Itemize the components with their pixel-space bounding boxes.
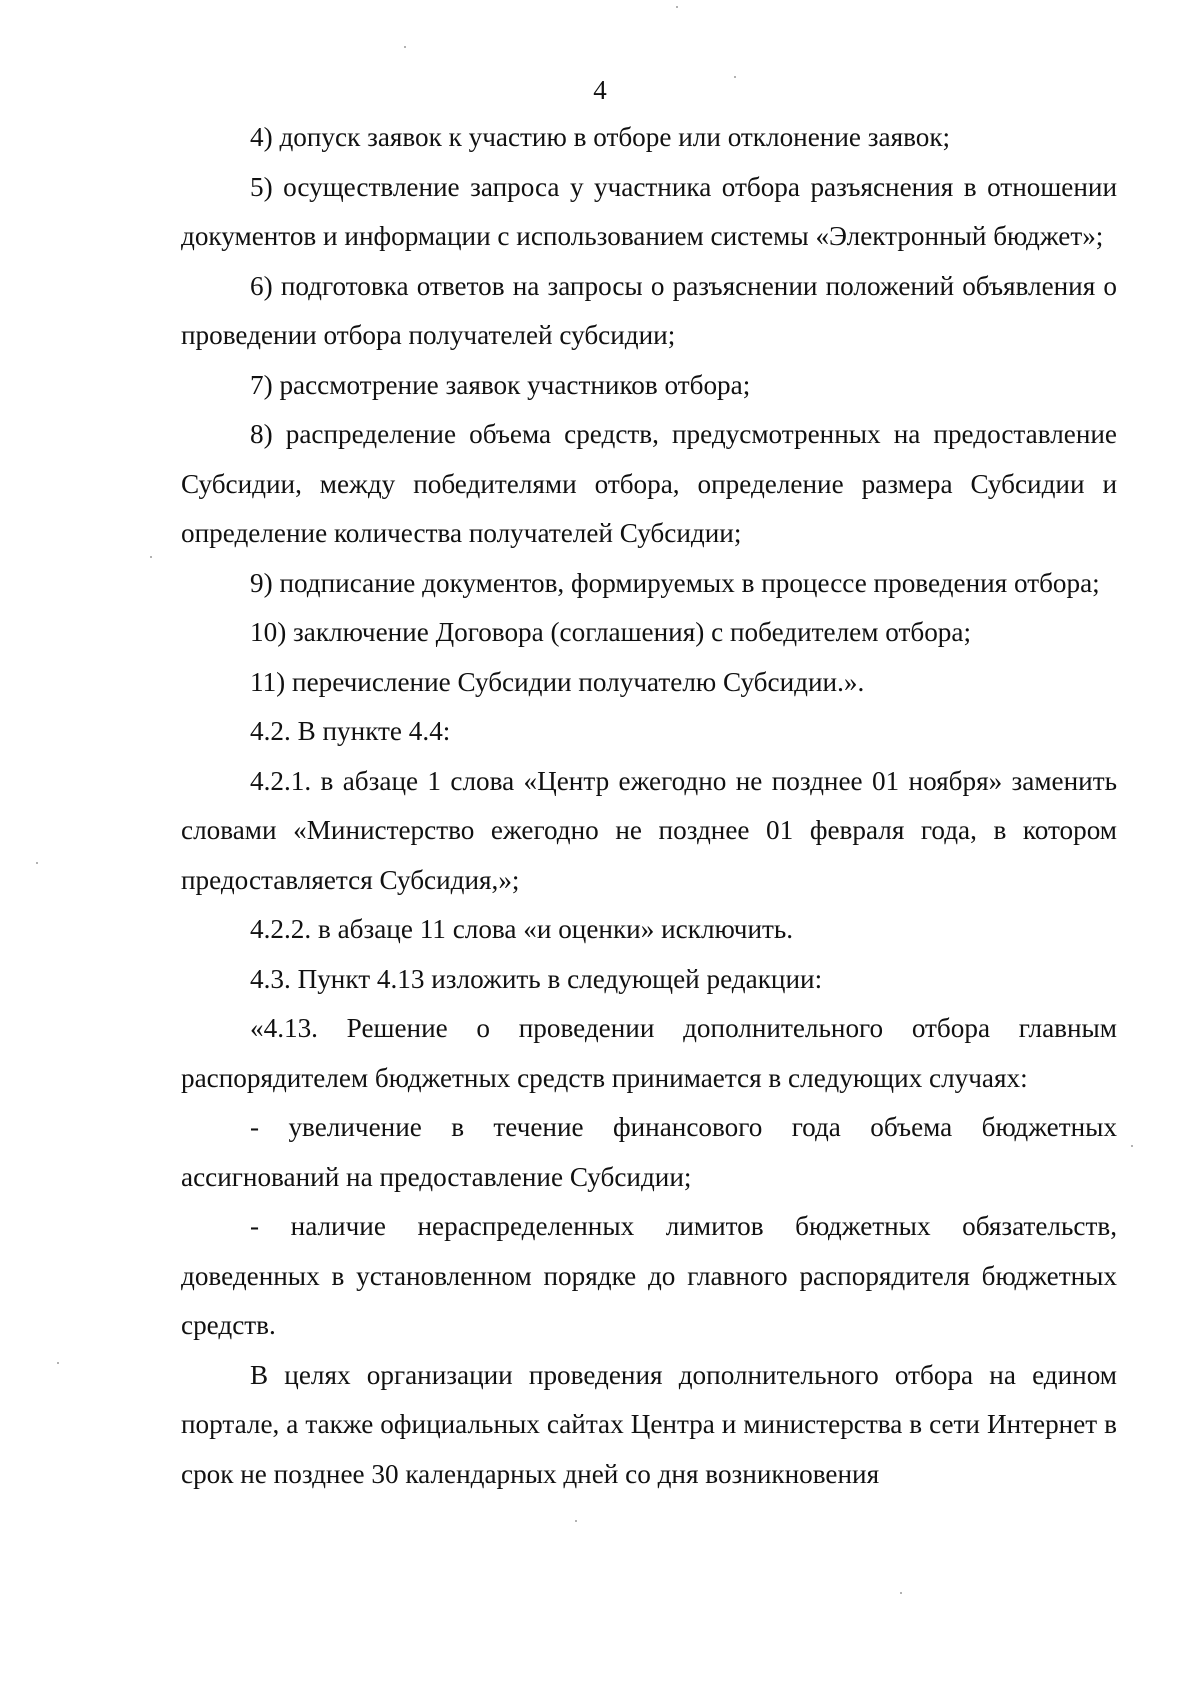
case-bullet-2: - наличие нераспределенных лимитов бюджетных обязательств, доведенных в установленном порядке до главного распорядителя бюджетных средств. [181,1211,1117,1340]
scan-speck [900,1592,902,1594]
scan-speck [150,556,152,558]
paragraph-item-7: 7) рассмотрение заявок участников отбора; [250,369,751,400]
scan-speck [404,46,406,48]
paragraph-item-4: 4) допуск заявок к участию в отборе или отклонение заявок; [250,122,951,152]
scan-speck [734,76,736,78]
closing-paragraph: В целях организации проведения дополнительного отбора на едином портале, а также официальных сайтах Центра и министерства в сети Интернет в срок не позднее 30 календарных дней со дня возникновения [181,1359,1117,1489]
paragraph-item-9: 9) подписание документов, формируемых в процессе проведения отбора; [250,567,1100,598]
section-4-2-heading: 4.2. В пункте 4.4: [250,716,451,746]
scan-speck [575,1520,577,1522]
section-4-2-1: 4.2.1. в абзаце 1 слова «Центр ежегодно не позднее 01 ноября» заменить словами «Министерство ежегодно не позднее 01 февраля года, в котором предоставляется Субсидия,»; [181,765,1117,895]
document-body [181,113,1117,1499]
paragraph-item-10: 10) заключение Договора (соглашения) с победителем отбора; [250,617,971,647]
paragraph-item-11: 11) перечисление Субсидии получателю Субсидии.». [250,666,865,697]
section-4-3-heading: 4.3. Пункт 4.13 изложить в следующей редакции: [250,963,823,994]
scan-speck [57,1362,59,1364]
case-bullet-1: - увеличение в течение финансового года объема бюджетных ассигнований на предоставление Субсидии; [181,1112,1117,1192]
scan-speck [36,862,38,864]
paragraph-item-5: 5) осуществление запроса у участника отбора разъяснения в отношении документов и информации с использованием системы «Электронный бюджет»; [181,171,1117,251]
scan-speck [676,6,678,8]
section-4-2-2: 4.2.2. в абзаце 11 слова «и оценки» исключить. [250,914,794,944]
paragraph-item-6: 6) подготовка ответов на запросы о разъяснении положений объявления о проведении отбора получателей субсидии; [181,270,1117,350]
page-number: 4 [593,75,607,105]
scan-speck [1131,1145,1133,1147]
section-4-13-intro: «4.13. Решение о проведении дополнительного отбора главным распорядителем бюджетных средств принимается в следующих случаях: [181,1013,1117,1093]
paragraph-item-8: 8) распределение объема средств, предусмотренных на предоставление Субсидии, между победителями отбора, определение размера Субсидии и определение количества получателей Субсидии; [181,419,1117,548]
